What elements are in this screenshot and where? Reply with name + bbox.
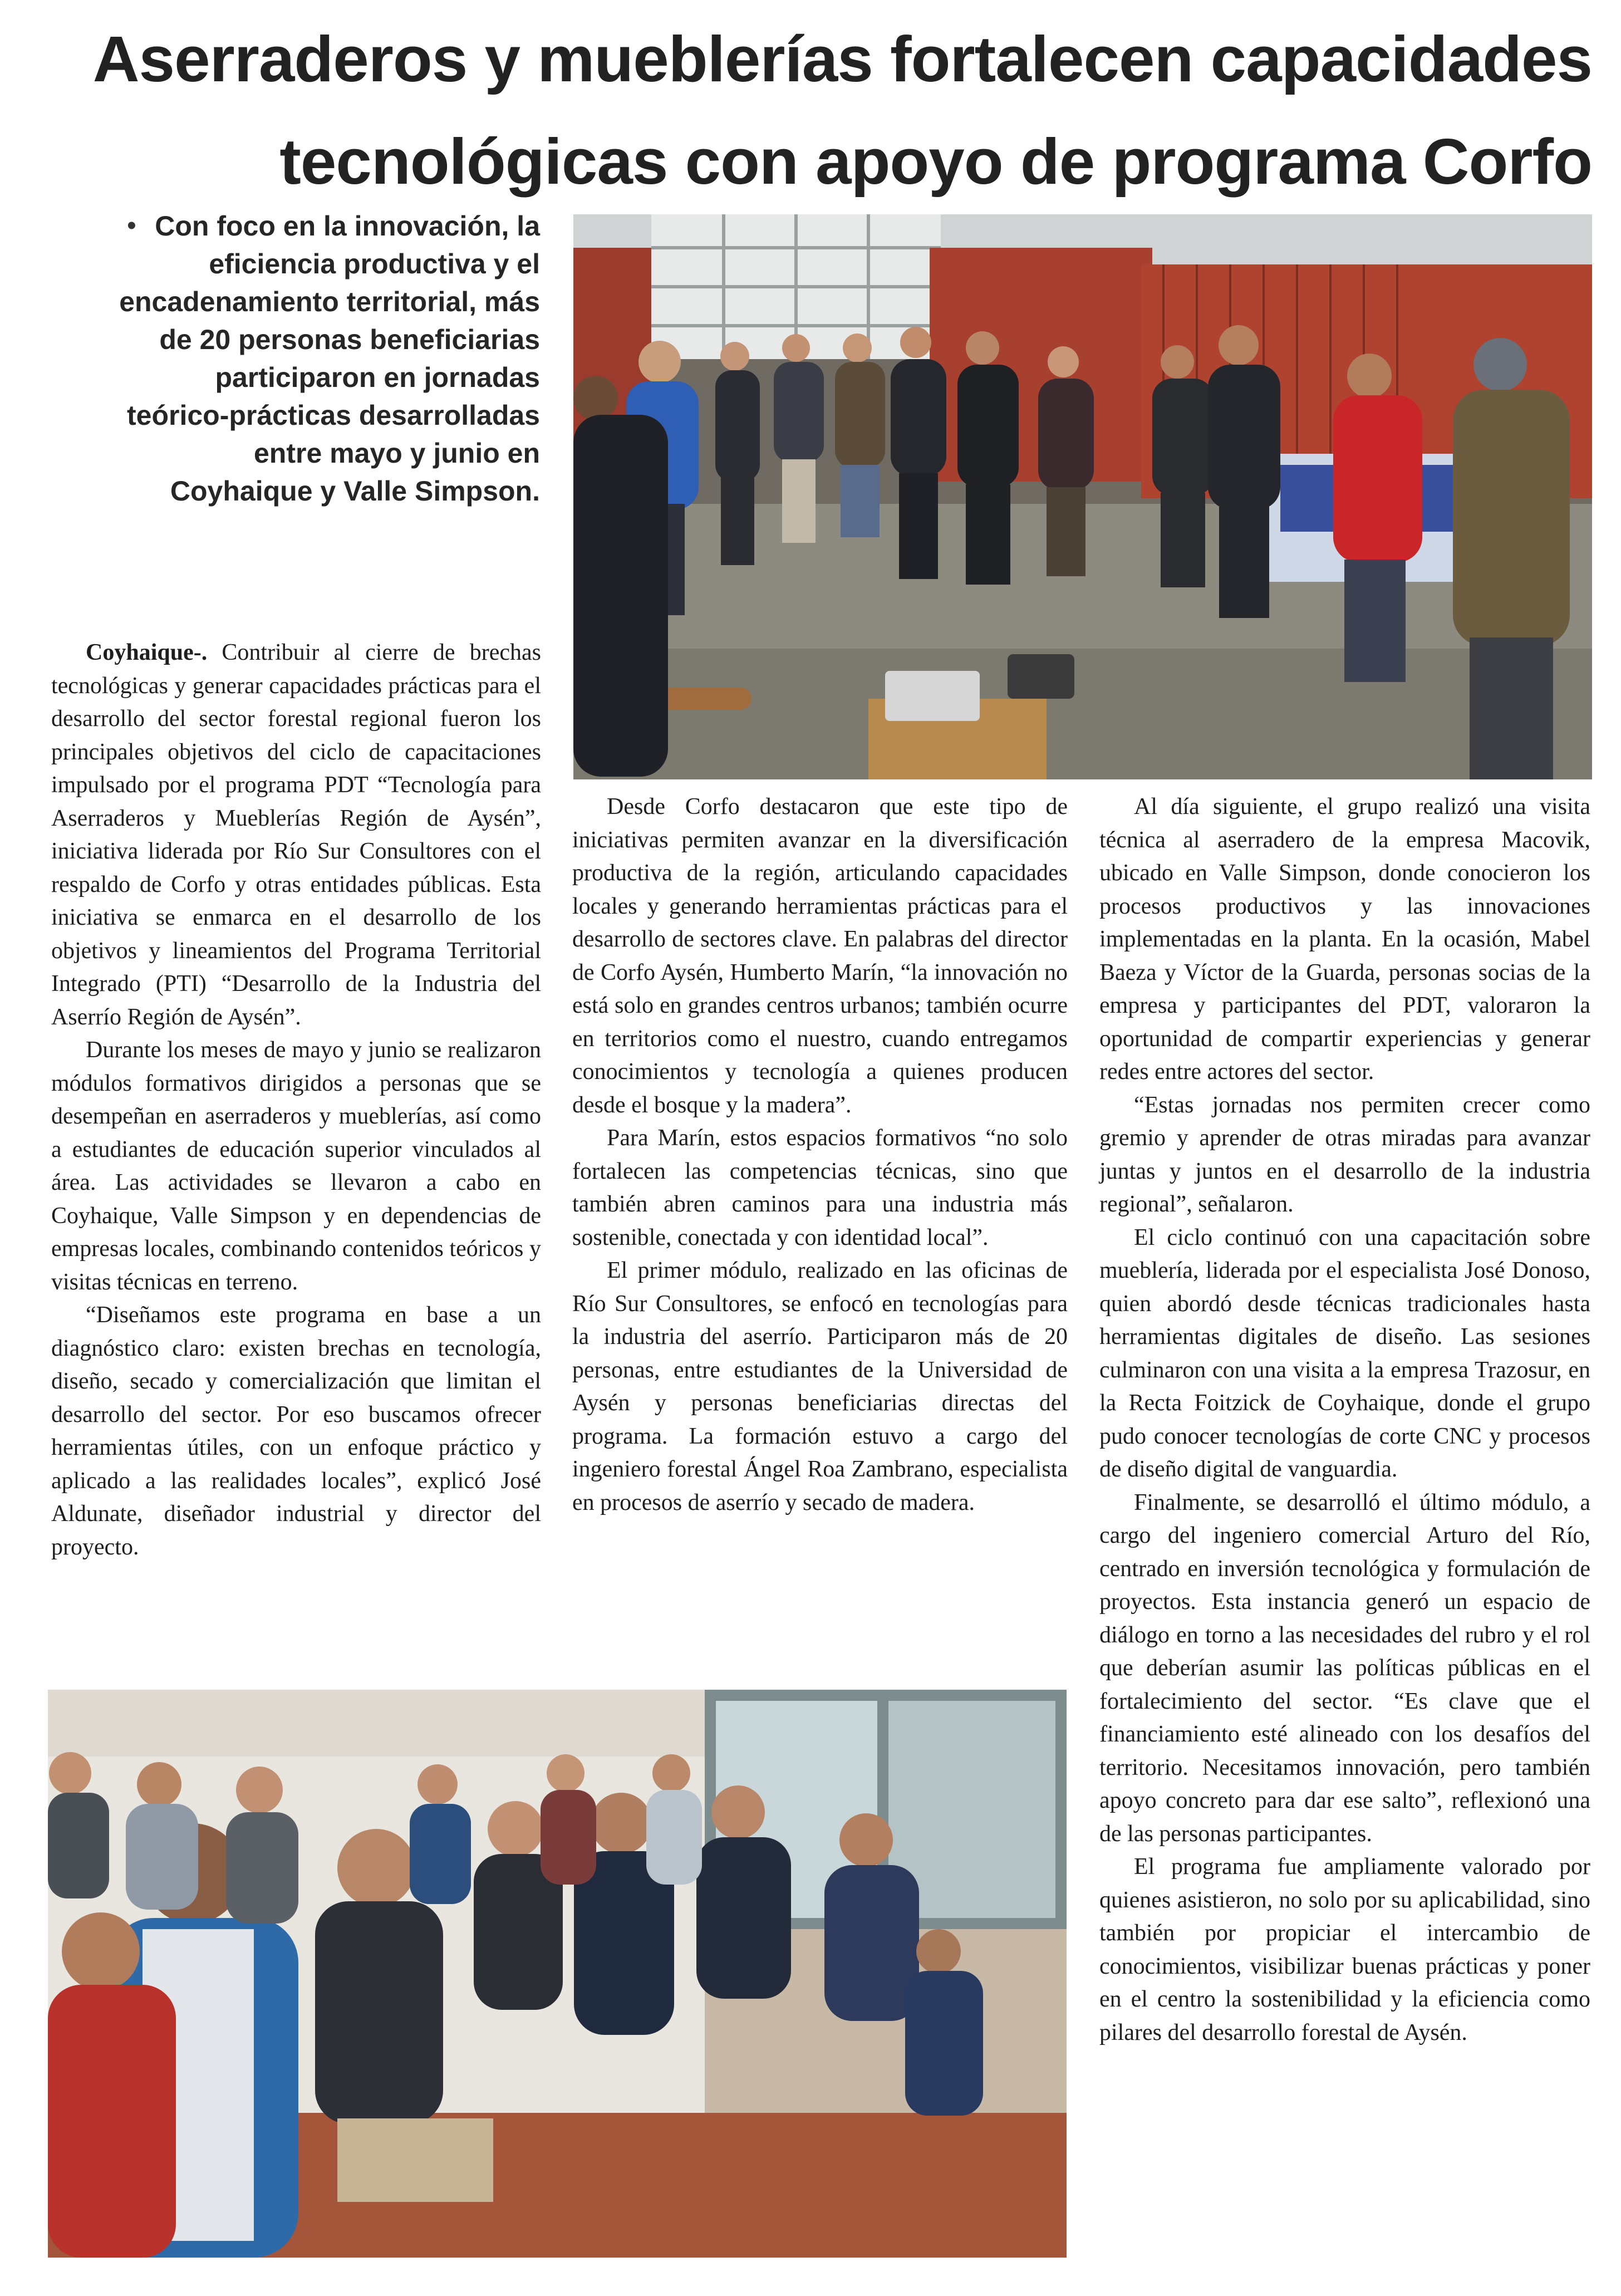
headline-line-2: tecnológicas con apoyo de programa Corfo: [279, 125, 1592, 198]
classroom-photo: [48, 1690, 1067, 2258]
column-2: [572, 791, 1068, 1519]
headline-line-1: Aserraderos y mueblerías fortalecen capacidades: [92, 23, 1592, 95]
paragraph: “Estas jornadas nos permiten crecer como gremio y aprender de otras miradas para avanzar juntas y juntos en el desarrollo de la industria regional”, señalaron.: [1099, 1092, 1590, 1217]
paragraph-text: Contribuir al cierre de brechas tecnológicas y generar capacidades prácticas para el desarrollo del sector forestal regional fueron los principales objetivos del ciclo de capacitaciones impulsado por el programa PDT “Tecnología para Aserraderos y Mueblerías Región de Aysén”, iniciativa liderada por Río Sur Consultores con el respaldo de Corfo y otras entidades públicas. Esta iniciativa se enmarca en el desarrollo de los objetivos y lineamientos del Programa Territorial Integrado (PTI) “Desarrollo de la Industria del Aserrío Región de Aysén”.: [51, 640, 541, 1030]
paragraph: Desde Corfo destacaron que este tipo de iniciativas permiten avanzar en la diversificación productiva de la región, articulando capacidades locales y generando herramientas prácticas para el desarrollo de sectores clave. En palabras del director de Corfo Aysén, Humberto Marín, “la innovación no está solo en grandes centros urbanos; también ocurre en territorios como el nuestro, cuando entregamos conocimientos y tecnología a quienes producen desde el bosque y la madera”.: [572, 794, 1068, 1118]
paragraph: Para Marín, estos espacios formativos “no solo fortalecen las competencias técnicas, sino que también abren caminos para una industria más sostenible, conectada y con identidad local”.: [572, 1125, 1068, 1250]
headline: [45, 8, 1592, 213]
paragraph: Finalmente, se desarrolló el último módulo, a cargo del ingeniero comercial Arturo del Río, centrado en inversión tecnológica y formulación de proyectos. Esta instancia generó un espacio de diálogo en torno a las necesidades del rubro y el rol que deberían asumir las políticas públicas en el fortalecimiento del sector. “Es clave que el financiamiento esté alineado con los desafíos del territorio. Necesitamos innovación, pero también apoyo concreto para dar ese salto”, reflexionó una de las personas participantes.: [1099, 1489, 1590, 1847]
classroom-photo-illustration: [48, 1690, 1067, 2258]
paragraph: El programa fue ampliamente valorado por quienes asistieron, no solo por su aplicabilidad, sino también por propiciar el intercambio de conocimientos, visibilizar buenas prácticas y poner en el centro la sostenibilidad y la eficiencia como pilares del desarrollo forestal de Aysén.: [1099, 1854, 1590, 2045]
workshop-photo-illustration: [573, 214, 1592, 779]
paragraph: Durante los meses de mayo y junio se realizaron módulos formativos dirigidos a personas que se desempeñan en aserraderos y mueblerías, así como a estudiantes de educación superior vinculados al área. Las actividades se llevaron a cabo en Coyhaique, Valle Simpson y en dependencias de empresas locales, combinando contenidos teóricos y visitas técnicas en terreno.: [51, 1037, 541, 1295]
paragraph: Al día siguiente, el grupo realizó una visita técnica al aserradero de la empresa Macovik, ubicado en Valle Simpson, donde conocieron los procesos productivos y las innovaciones implementadas en la planta. En la ocasión, Mabel Baeza y Víctor de la Guarda, personas socias de la empresa y participantes del PDT, valoraron la oportunidad de compartir experiencias y generar redes entre actores del sector.: [1099, 794, 1590, 1085]
lead-bullet-icon: •: [127, 211, 136, 241]
paragraph: “Diseñamos este programa en base a un diagnóstico claro: existen brechas en tecnología, diseño, secado y comercialización que limitan el desarrollo del sector. Por eso buscamos ofrecer herramientas útiles, con un enfoque práctico y aplicado a las realidades locales”, explicó José Aldunate, diseñador industrial y director del proyecto.: [51, 1302, 541, 1560]
workshop-photo: [573, 214, 1592, 779]
paragraph: El primer módulo, realizado en las oficinas de Río Sur Consultores, se enfocó en tecnologías para la industria del aserrío. Participaron más de 20 personas, entre estudiantes de la Universidad de Aysén y personas beneficiarias directas del programa. La formación estuvo a cargo del ingeniero forestal Ángel Roa Zambrano, especialista en procesos de aserrío y secado de madera.: [572, 1258, 1068, 1515]
dateline: Coyhaique-.: [86, 640, 208, 665]
column-3: [1099, 791, 1590, 2049]
lead-paragraph: Con foco en la innovación, la eficiencia productiva y el encadenamiento territorial, más de 20 personas beneficiarias participaron en jornadas teórico-prácticas desarrolladas entre mayo y junio en Coyhaique y Valle Simpson.: [119, 210, 540, 507]
paragraph: [51, 636, 541, 1034]
paragraph: El ciclo continuó con una capacitación sobre mueblería, liderada por el especialista José Donoso, quien abordó desde técnicas tradicionales hasta herramientas digitales de diseño. Las sesiones culminaron con una visita a la empresa Trazosur, en la Recta Foitzick de Coyhaique, donde el grupo pudo conocer tecnologías de corte CNC y procesos de diseño digital de vanguardia.: [1099, 1224, 1590, 1482]
column-1: [51, 636, 541, 1564]
